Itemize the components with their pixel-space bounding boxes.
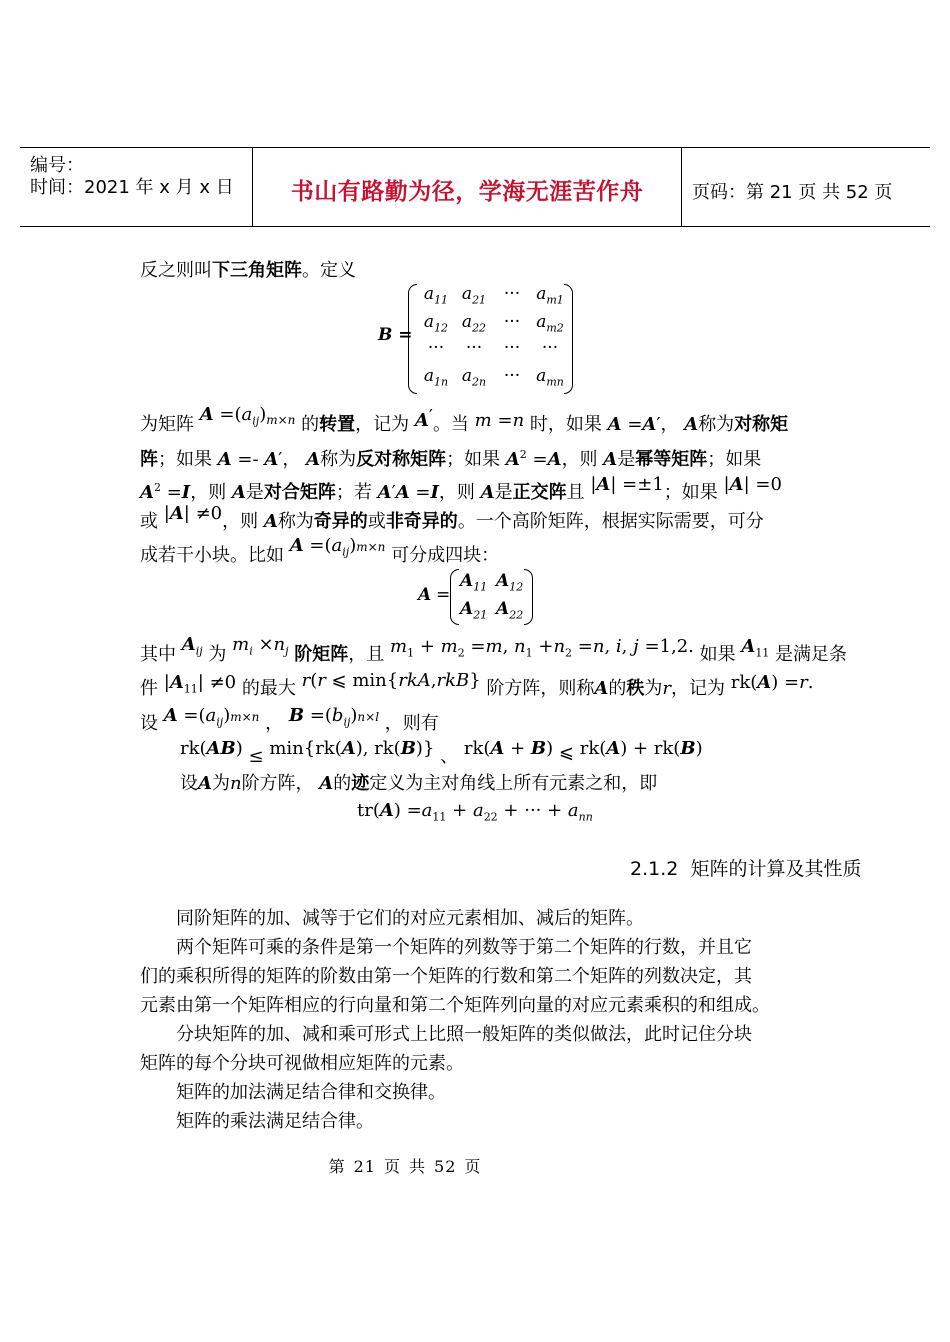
rank-inequalities: rk(AB) ≤ min{rk(A), rk(B)} 、 rk(A + B) ⩽ rk(A) + rk(B) bbox=[180, 738, 703, 767]
text-line: 阵；如果 A =- A′， A称为反对称矩阵；如果 $A^2 =A$，则 A是幂等矩阵；如果 bbox=[140, 448, 762, 470]
matrix-b-entry: ··· bbox=[503, 312, 521, 332]
matrix-b-transpose bbox=[378, 282, 578, 394]
matrix-b-entry: $a_{22}$ bbox=[461, 312, 487, 335]
document-time-label: 时间：2021 年 x 月 x 日 bbox=[30, 177, 234, 198]
text-line: 反之则叫下三角矩阵。定义 bbox=[140, 260, 356, 281]
paragraph-line: 矩阵的乘法满足结合律。 bbox=[176, 1111, 374, 1132]
header-page-label: 页码：第 21 页 共 52 页 bbox=[692, 182, 893, 203]
matrix-b-entry: ··· bbox=[503, 338, 521, 358]
matrix-b-entry: ··· bbox=[465, 338, 483, 358]
paragraph-line: 矩阵的加法满足结合律和交换律。 bbox=[176, 1082, 446, 1103]
section-number: 2.1.2 bbox=[630, 858, 679, 880]
paragraph-line: 元素由第一个矩阵相应的行向量和第二个矩阵列向量的对应元素乘积的和组成。 bbox=[140, 995, 770, 1016]
paragraph-line: 两个矩阵可乘的条件是第一个矩阵的列数等于第二个矩阵的行数，并且它 bbox=[176, 937, 752, 958]
paragraph-line: 同阶矩阵的加、减等于它们的对应元素相加、减后的矩阵。 bbox=[176, 908, 644, 929]
matrix-b-label: B = bbox=[378, 325, 413, 345]
matrix-b-entry: $a_{12}$ bbox=[423, 312, 449, 335]
section-title: 矩阵的计算及其性质 bbox=[690, 858, 862, 880]
text-line: 为矩阵 $A =(a_{ij})^{m\times n}$ 的转置，记为 A′。当 m =n 时，如果 A =A′， A称为对称矩 bbox=[140, 404, 789, 435]
matrix-b-entry: $a_{1n}$ bbox=[423, 366, 449, 389]
document-header bbox=[20, 147, 930, 227]
paragraph-line: 分块矩阵的加、减和乘可形式上比照一般矩阵的类似做法，此时记住分块 bbox=[176, 1024, 752, 1045]
matrix-a-blocks: A = $A_{11}$ $A_{12}$ $A_{21}$ $A_{22}$ bbox=[418, 569, 548, 625]
text-line: 设 $A =(a_{ij})m\times n$ ， $B =(b_{ij})n\times l$ ，则有 bbox=[140, 705, 439, 734]
header-motto: 书山有路勤为径，学海无涯苦作舟 bbox=[290, 179, 644, 205]
matrix-b-entry: ··· bbox=[503, 284, 521, 304]
text-line: 设A为n阶方阵， A的迹定义为主对角线上所有元素之和，即 bbox=[180, 773, 658, 794]
trace-formula: $tr(A) =a_{11} + a_{22}$ + ··· + $a_{nn}$ bbox=[357, 800, 593, 824]
text-line: $A^2 =I$，则 A是对合矩阵；若 A′A =I，则 A是正交阵且 |A| =±1；如果 |A| =0 bbox=[140, 474, 782, 503]
matrix-b-entry: $a_{m1}$ bbox=[536, 284, 564, 307]
matrix-b-entry: $a_{11}$ bbox=[423, 284, 449, 307]
matrix-b-entry: $a_{21}$ bbox=[461, 284, 487, 307]
term-lower-triangular: 下三角矩阵 bbox=[212, 260, 302, 281]
header-motto-cell bbox=[252, 148, 682, 226]
text-line: 或 |A| ≠0，则 A称为奇异的或非奇异的。一个高阶矩阵，根据实际需要，可分 bbox=[140, 503, 764, 532]
text-line: 其中 $A_{ij}$ 为 $m_i \times n_j$ 阶矩阵，且 $m_1 + m_2 =m$, $n_1 +n_2 =n$, i, j =1,2. 如果 $A_{11}$ 是满足条 bbox=[140, 634, 848, 665]
matrix-b-entry: ··· bbox=[427, 338, 445, 358]
document-number-label: 编号： bbox=[30, 155, 84, 176]
footer-page-number: 21 bbox=[353, 1157, 376, 1176]
matrix-b-entry: $a_{2n}$ bbox=[461, 366, 487, 389]
text-line: 件 $|A_{11}| \ne 0$ 的最大 r(r ⩽ min{rkA,rkB} 阶方阵，则称A的秩为r，记为 rk(A) =r. bbox=[140, 670, 814, 699]
header-page-cell bbox=[682, 148, 930, 226]
page-footer: 第 21 页 共 52 页 bbox=[328, 1157, 482, 1176]
matrix-b-entry: ··· bbox=[541, 338, 559, 358]
matrix-b-entry: ··· bbox=[503, 366, 521, 386]
section-heading bbox=[630, 854, 861, 881]
text-line: 成若干小块。比如 $A =(a_{ij})m\times n$ 可分成四块： bbox=[140, 535, 500, 566]
footer-total-pages: 52 bbox=[434, 1157, 457, 1176]
paragraph-line: 们的乘积所得的矩阵的阶数由第一个矩阵的行数和第二个矩阵的列数决定，其 bbox=[140, 966, 752, 987]
header-meta-cell bbox=[20, 148, 252, 226]
matrix-b-entry: $a_{mn}$ bbox=[536, 366, 564, 389]
matrix-b-entry: $a_{m2}$ bbox=[536, 312, 564, 335]
paragraph-line: 矩阵的每个分块可视做相应矩阵的元素。 bbox=[140, 1053, 464, 1074]
